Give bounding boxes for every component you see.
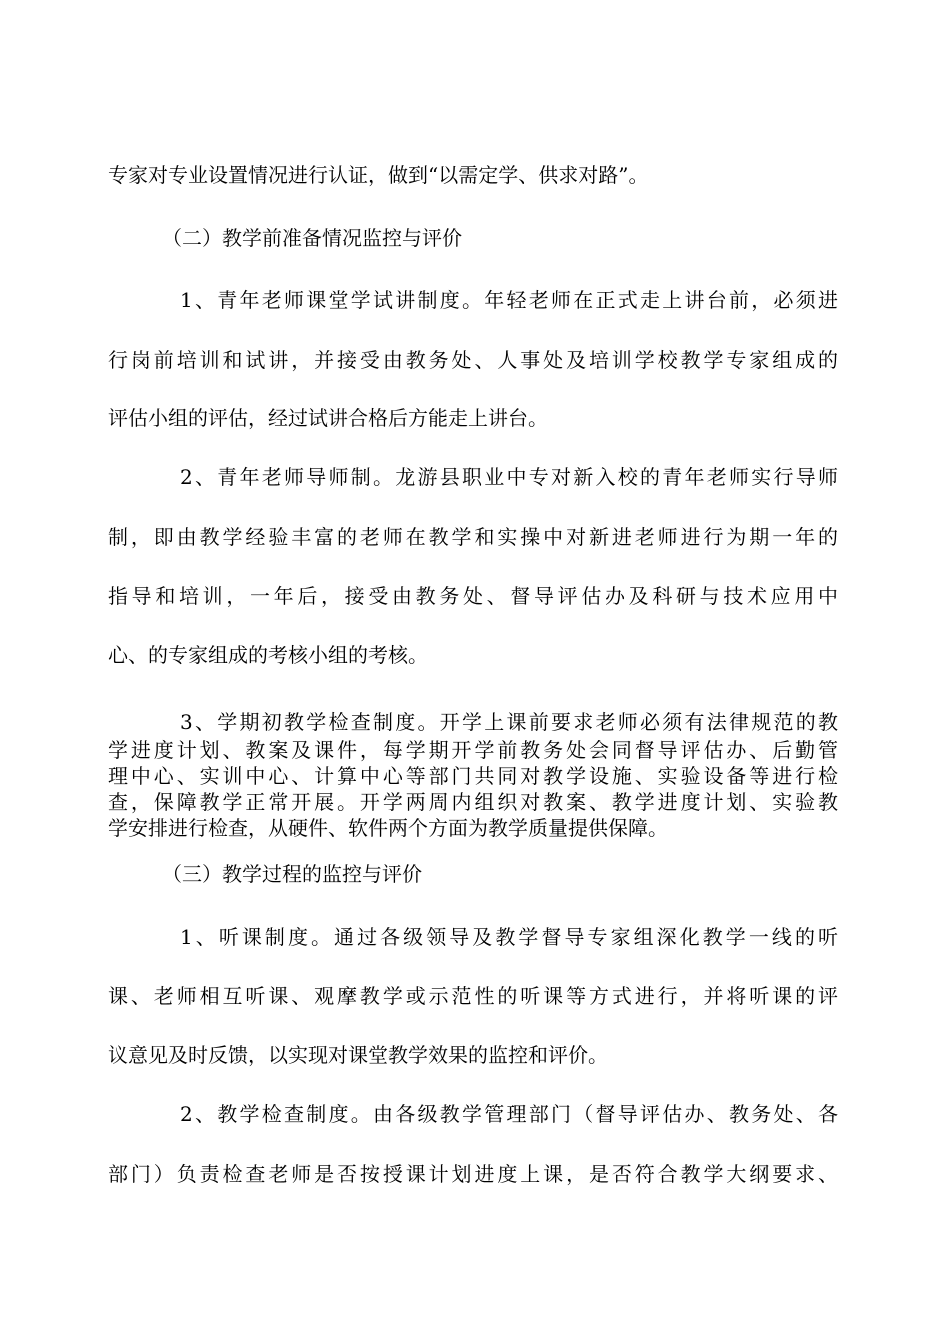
paragraph-line: 制，即由教学经验丰富的老师在教学和实操中对新进老师进行为期一年的 xyxy=(108,525,838,549)
paragraph-line: 课、老师相互听课、观摩教学或示范性的听课等方式进行，并将听课的评 xyxy=(108,984,838,1008)
paragraph-line: 专家对专业设置情况进行认证，做到“以需定学、供求对路”。 xyxy=(108,163,649,187)
paragraph-line: 指导和培训，一年后，接受由教务处、督导评估办及科研与技术应用中 xyxy=(108,584,838,608)
paragraph-line: 议意见及时反馈，以实现对课堂教学效果的监控和评价。 xyxy=(108,1043,608,1067)
paragraph-line: 2、教学检查制度。由各级教学管理部门（督导评估办、教务处、各 xyxy=(180,1102,838,1126)
paragraph-line: 心、的专家组成的考核小组的考核。 xyxy=(108,643,428,667)
paragraph-line: 3、学期初教学检查制度。开学上课前要求老师必须有法律规范的教 xyxy=(180,710,838,734)
paragraph-line: 1、青年老师课堂学试讲制度。年轻老师在正式走上讲台前，必须进 xyxy=(180,288,838,312)
paragraph-line: 评估小组的评估，经过试讲合格后方能走上讲台。 xyxy=(108,406,548,430)
paragraph-line: 查，保障教学正常开展。开学两周内组织对教案、教学进度计划、实验教 xyxy=(108,790,838,814)
paragraph-line: 行岗前培训和试讲，并接受由教务处、人事处及培训学校教学专家组成的 xyxy=(108,348,838,372)
section-heading: （二）教学前准备情况监控与评价 xyxy=(162,226,462,250)
paragraph-line: 理中心、实训中心、计算中心等部门共同对教学设施、实验设备等进行检 xyxy=(108,764,838,788)
paragraph-line: 2、青年老师导师制。龙游县职业中专对新入校的青年老师实行导师 xyxy=(180,465,838,489)
paragraph-line: 学安排进行检查，从硬件、软件两个方面为教学质量提供保障。 xyxy=(108,816,668,840)
paragraph-line: 学进度计划、教案及课件，每学期开学前教务处会同督导评估办、后勤管 xyxy=(108,738,838,762)
paragraph-line: 1、听课制度。通过各级领导及教学督导专家组深化教学一线的听 xyxy=(180,925,838,949)
section-heading: （三）教学过程的监控与评价 xyxy=(162,862,422,886)
paragraph-line: 部门）负责检查老师是否按授课计划进度上课，是否符合教学大纲要求、 xyxy=(108,1162,838,1186)
